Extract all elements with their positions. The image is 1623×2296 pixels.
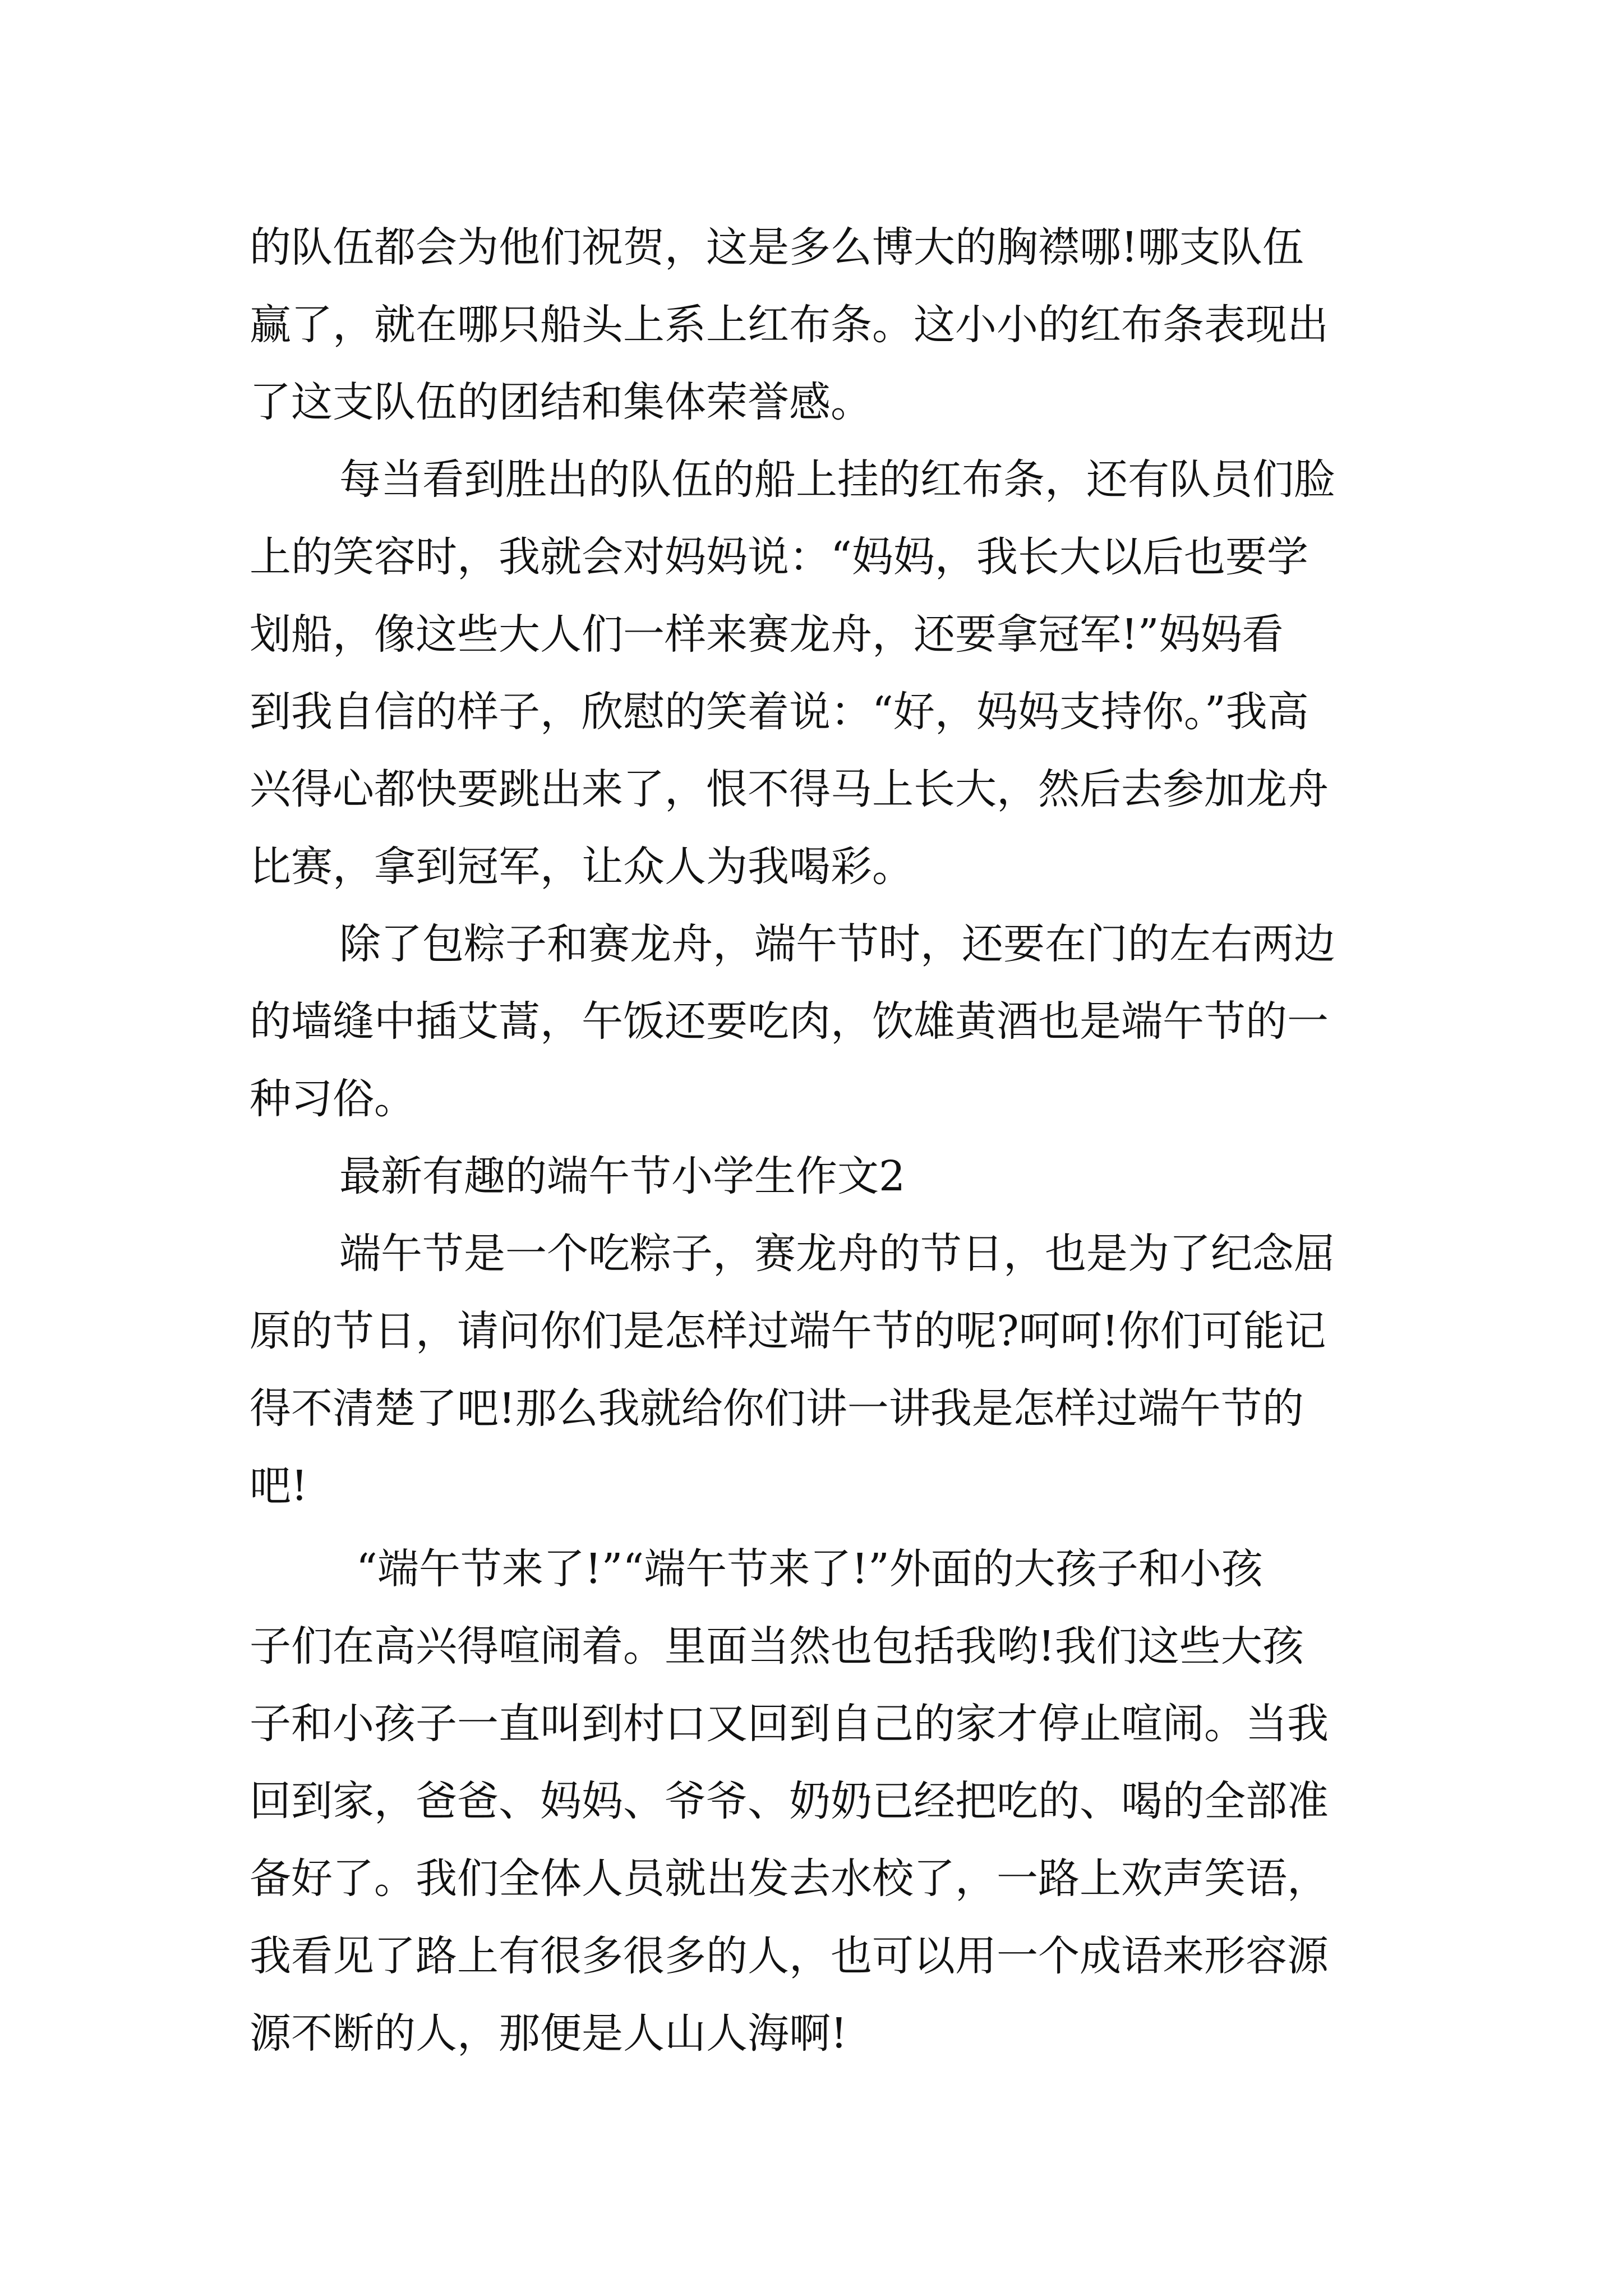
text-line: 的队伍都会为他们祝贺，这是多么博大的胸襟哪!哪支队伍: [250, 223, 1304, 272]
text-line: 赢了，就在哪只船头上系上红布条。这小小的红布条表现出: [250, 301, 1329, 349]
text-line: 备好了。我们全体人员就出发去水校了，一路上欢声笑语，: [250, 1855, 1329, 1903]
text-line: 回到家，爸爸、妈妈、爷爷、奶奶已经把吃的、喝的全部准: [250, 1777, 1329, 1825]
essay-body: [250, 209, 1382, 2072]
text-line: “端午节来了!”“端午节来了!”外面的大孩子和小孩: [356, 1545, 1263, 1593]
text-line: 了这支队伍的团结和集体荣誉感。: [250, 378, 872, 426]
text-line: 每当看到胜出的队伍的船上挂的红布条，还有队员们脸: [339, 455, 1335, 504]
text-line: 吧!: [250, 1462, 308, 1510]
text-line: 得不清楚了吧!那么我就给你们讲一讲我是怎样过端午节的: [250, 1384, 1304, 1433]
text-line: 划船，像这些大人们一样来赛龙舟，还要拿冠军!”妈妈看: [250, 610, 1284, 659]
text-line: 端午节是一个吃粽子，赛龙舟的节日，也是为了纪念屈: [339, 1230, 1335, 1278]
text-line: 子们在高兴得喧闹着。里面当然也包括我哟!我们这些大孩: [250, 1622, 1304, 1671]
text-line: 我看见了路上有很多很多的人，也可以用一个成语来形容源: [250, 1932, 1329, 1980]
text-line: 到我自信的样子，欣慰的笑着说：“好，妈妈支持你。”我高: [250, 688, 1309, 736]
text-line: 子和小孩子一直叫到村口又回到自己的家才停止喧闹。当我: [250, 1700, 1329, 1748]
text-line: 的墙缝中插艾蒿，午饭还要吃肉，饮雄黄酒也是端午节的一: [250, 997, 1329, 1046]
text-line: 上的笑容时，我就会对妈妈说：“妈妈，我长大以后也要学: [250, 533, 1308, 581]
text-line: 原的节日，请问你们是怎样过端午节的呢?呵呵!你们可能记: [250, 1307, 1326, 1355]
text-line: 比赛，拿到冠军，让众人为我喝彩。: [250, 843, 914, 891]
text-line: 源不断的人，那便是人山人海啊!: [250, 2009, 847, 2058]
section-heading: 最新有趣的端午节小学生作文2: [339, 1152, 906, 1200]
text-line: 种习俗。: [250, 1075, 416, 1123]
paragraph-gap: [250, 1525, 1382, 1530]
text-line: 除了包粽子和赛龙舟，端午节时，还要在门的左右两边: [339, 920, 1335, 968]
text-line: 兴得心都快要跳出来了，恨不得马上长大，然后去参加龙舟: [250, 765, 1329, 813]
